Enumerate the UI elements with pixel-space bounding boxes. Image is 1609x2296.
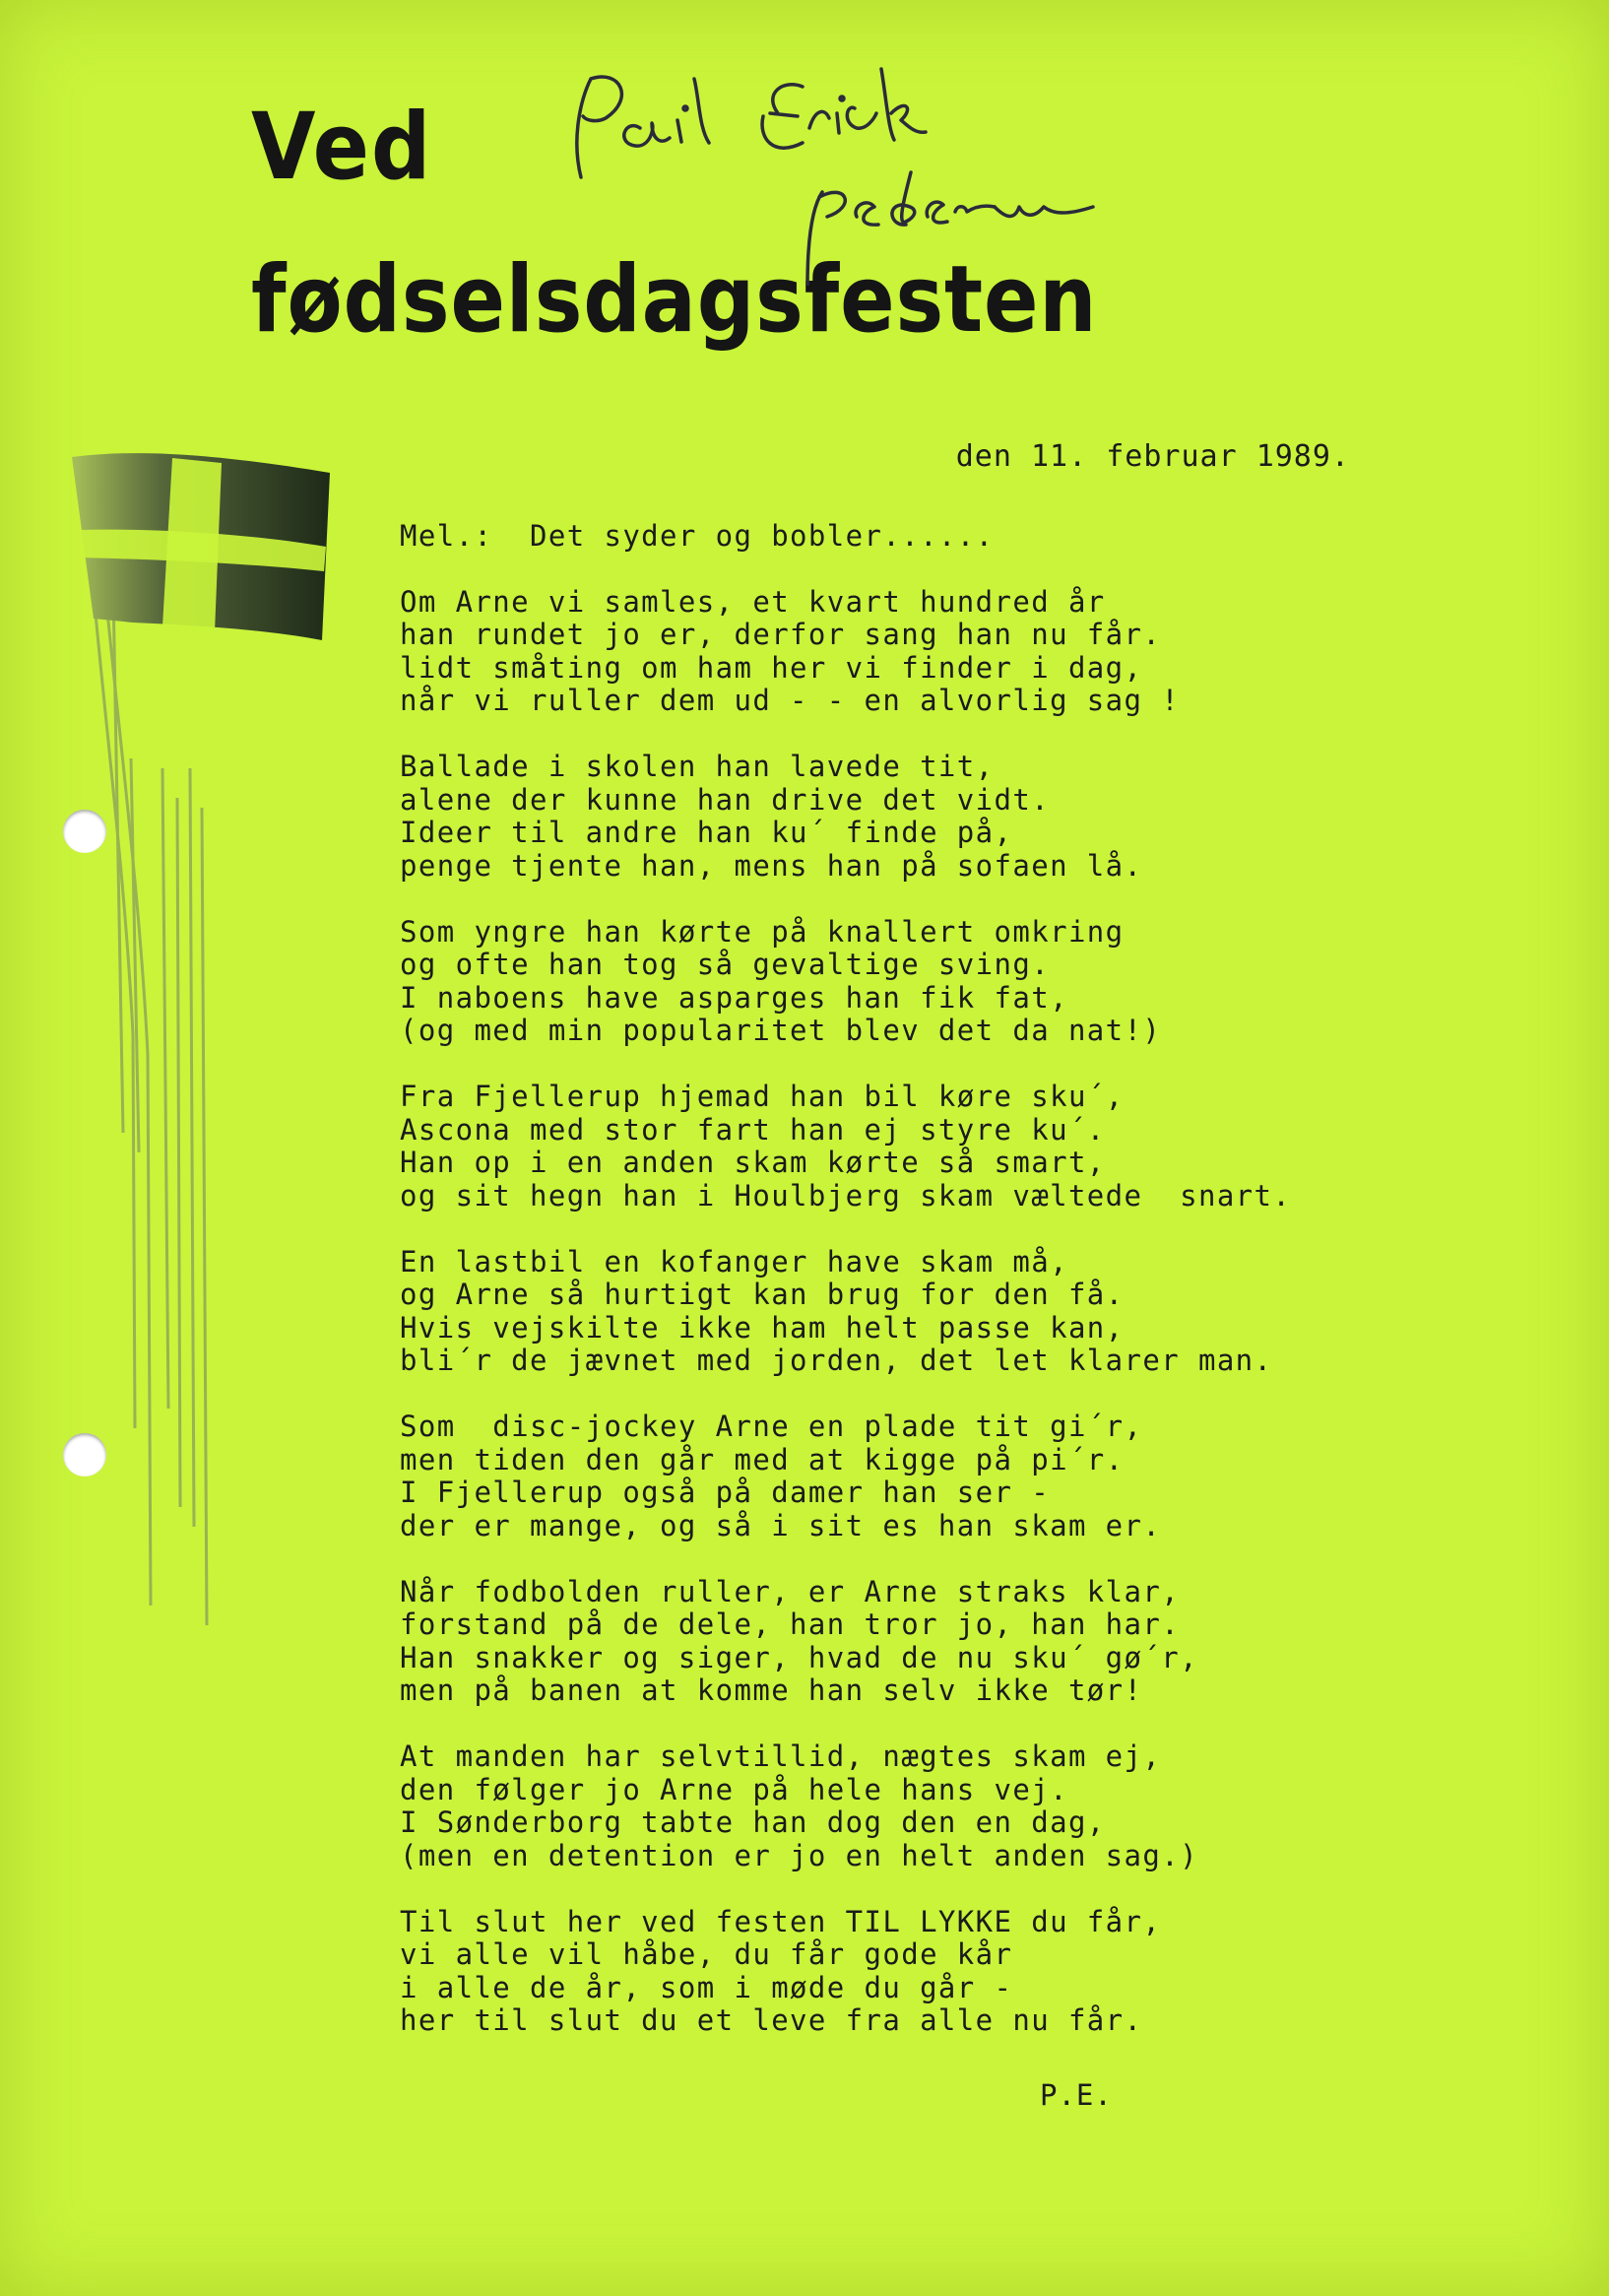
verse-line: Ballade i skolen han lavede tit, — [400, 750, 995, 783]
verse-line: men tiden den går med at kigge på pi´r. — [400, 1442, 1125, 1476]
stanza-4 — [400, 1081, 1291, 1213]
verse-line: Som disc-jockey Arne en plade tit gi´r, — [400, 1410, 1143, 1443]
stanza-3 — [400, 916, 1291, 1048]
verse-line: og sit hegn han i Houlbjerg skam væltede snart. — [400, 1178, 1292, 1213]
stanza-5 — [400, 1246, 1291, 1378]
stanza-9 — [400, 1906, 1291, 2038]
verse-line: og Arne så hurtigt kan brug for den få. — [400, 1278, 1125, 1311]
verse-line: her til slut du et leve fra alle nu får. — [400, 2003, 1143, 2037]
verse-line: Fra Fjellerup hjemad han bil køre sku´, — [400, 1080, 1125, 1113]
verse-line: vi alle vil håbe, du får gode kår — [400, 1937, 1013, 1971]
verse-line: (men en detention er jo en helt anden sag.) — [400, 1838, 1198, 1872]
verse-line: Til slut her ved festen TIL LYKKE du får, — [400, 1904, 1162, 1938]
verse-line: Når fodbolden ruller, er Arne straks klar, — [400, 1574, 1181, 1608]
verse-line: den følger jo Arne på hele hans vej. — [400, 1772, 1068, 1806]
verse-line: men på banen at komme han selv ikke tør! — [400, 1673, 1143, 1707]
verse-line: Om Arne vi samles, et kvart hundred år — [400, 584, 1106, 619]
stanza-8 — [400, 1740, 1291, 1872]
verse-line: Han snakker og siger, hvad de nu sku´ gø´r, — [400, 1640, 1198, 1674]
verse-line: der er mange, og så i sit es han skam er. — [400, 1508, 1162, 1542]
verse-line: Ascona med stor fart han ej styre ku´. — [400, 1112, 1106, 1147]
stanza-2 — [400, 751, 1291, 883]
verse-line: Ideer til andre han ku´ finde på, — [400, 816, 1013, 849]
verse-line: han rundet jo er, derfor sang han nu får. — [400, 618, 1162, 651]
verse-line: En lastbil en kofanger have skam må, — [400, 1244, 1068, 1279]
title-line-1: Ved — [251, 94, 433, 201]
verse-line: Hvis vejskilte ikke ham helt passe kan, — [400, 1310, 1125, 1345]
danish-flag-icon — [54, 443, 350, 1655]
verse-line: (og med min popularitet blev det da nat!) — [400, 1014, 1162, 1047]
stanza-1 — [400, 586, 1291, 718]
verse-line: Som yngre han kørte på knallert omkring — [400, 914, 1125, 949]
verse-line: Han op i en anden skam kørte så smart, — [400, 1146, 1106, 1179]
verse-line: forstand på de dele, han tror jo, han har. — [400, 1607, 1181, 1641]
verse-line: når vi ruller dem ud - - en alvorlig sag ! — [400, 684, 1181, 717]
poem-text — [400, 520, 1291, 2070]
stanza-7 — [400, 1576, 1291, 1708]
verse-line: og ofte han tog så gevaltige sving. — [400, 948, 1051, 981]
verse-line: I naboens have asparges han fik fat, — [400, 980, 1068, 1015]
handwritten-signature — [561, 59, 1231, 286]
title-line-2: fødselsdagsfesten — [251, 246, 1098, 354]
verse-line: I Fjellerup også på damer han ser - — [400, 1476, 1051, 1509]
verse-line: i alle de år, som i møde du går - — [400, 1970, 1013, 2004]
verse-line: bli´r de jævnet med jorden, det let klarer man. — [400, 1344, 1273, 1377]
verse-line: lidt småting om ham her vi finder i dag, — [400, 650, 1143, 685]
stanza-6 — [400, 1410, 1291, 1542]
punch-hole — [63, 810, 106, 853]
sign-off: P.E. — [1040, 2078, 1113, 2112]
punch-hole — [63, 1433, 106, 1476]
verse-line: alene der kunne han drive det vidt. — [400, 782, 1051, 817]
verse-line: penge tjente han, mens han på sofaen lå. — [400, 848, 1143, 883]
verse-line: I Sønderborg tabte han dog den en dag, — [400, 1805, 1106, 1839]
verse-line: At manden har selvtillid, nægtes skam ej, — [400, 1739, 1162, 1773]
melody-line: Mel.: Det syder og bobler...... — [400, 519, 995, 553]
date-line: den 11. februar 1989. — [955, 439, 1350, 474]
